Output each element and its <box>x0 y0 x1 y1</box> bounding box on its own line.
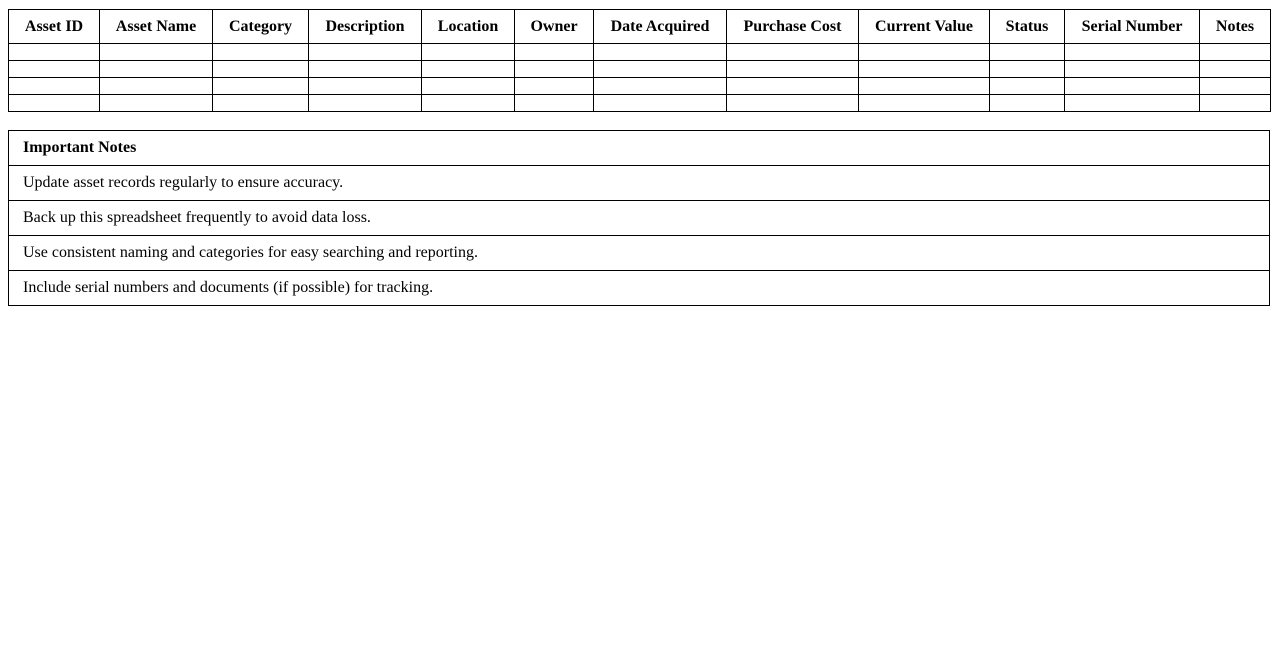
table-cell[interactable] <box>100 78 213 95</box>
table-cell[interactable] <box>1200 78 1271 95</box>
column-header-notes[interactable]: Notes <box>1200 10 1271 44</box>
page <box>8 9 1270 306</box>
column-header-description[interactable]: Description <box>309 10 422 44</box>
note-item[interactable]: Use consistent naming and categories for easy searching and reporting. <box>9 236 1270 271</box>
table-cell[interactable] <box>859 61 990 78</box>
table-cell[interactable] <box>594 61 727 78</box>
table-cell[interactable] <box>1065 78 1200 95</box>
table-cell[interactable] <box>990 78 1065 95</box>
table-cell[interactable] <box>727 61 859 78</box>
table-cell[interactable] <box>990 95 1065 112</box>
table-cell[interactable] <box>213 95 309 112</box>
table-cell[interactable] <box>727 78 859 95</box>
column-header-current-value[interactable]: Current Value <box>859 10 990 44</box>
table-cell[interactable] <box>213 78 309 95</box>
column-header-location[interactable]: Location <box>422 10 515 44</box>
table-cell[interactable] <box>100 44 213 61</box>
header-row <box>9 10 1271 44</box>
table-cell[interactable] <box>1200 61 1271 78</box>
table-cell[interactable] <box>727 95 859 112</box>
column-header-purchase-cost[interactable]: Purchase Cost <box>727 10 859 44</box>
note-item[interactable]: Include serial numbers and documents (if possible) for tracking. <box>9 271 1270 306</box>
table-cell[interactable] <box>990 44 1065 61</box>
notes-title: Important Notes <box>9 131 1270 166</box>
table-cell[interactable] <box>594 78 727 95</box>
table-row <box>9 95 1271 112</box>
asset-table <box>8 9 1271 112</box>
table-cell[interactable] <box>594 95 727 112</box>
table-cell[interactable] <box>594 44 727 61</box>
table-cell[interactable] <box>309 61 422 78</box>
table-cell[interactable] <box>515 95 594 112</box>
table-cell[interactable] <box>9 95 100 112</box>
table-cell[interactable] <box>859 78 990 95</box>
table-cell[interactable] <box>309 44 422 61</box>
table-cell[interactable] <box>9 44 100 61</box>
table-cell[interactable] <box>515 61 594 78</box>
column-header-asset-name[interactable]: Asset Name <box>100 10 213 44</box>
column-header-asset-id[interactable]: Asset ID <box>9 10 100 44</box>
note-row <box>9 166 1270 201</box>
asset-table-body <box>9 44 1271 112</box>
column-header-owner[interactable]: Owner <box>515 10 594 44</box>
note-item[interactable]: Back up this spreadsheet frequently to avoid data loss. <box>9 201 1270 236</box>
note-row <box>9 201 1270 236</box>
table-cell[interactable] <box>515 44 594 61</box>
table-row <box>9 61 1271 78</box>
column-header-date-acquired[interactable]: Date Acquired <box>594 10 727 44</box>
table-cell[interactable] <box>1065 61 1200 78</box>
table-row <box>9 78 1271 95</box>
column-header-status[interactable]: Status <box>990 10 1065 44</box>
table-cell[interactable] <box>309 95 422 112</box>
table-cell[interactable] <box>422 95 515 112</box>
table-cell[interactable] <box>100 95 213 112</box>
column-header-serial-number[interactable]: Serial Number <box>1065 10 1200 44</box>
table-cell[interactable] <box>9 78 100 95</box>
table-cell[interactable] <box>422 44 515 61</box>
table-cell[interactable] <box>990 61 1065 78</box>
table-cell[interactable] <box>515 78 594 95</box>
table-cell[interactable] <box>727 44 859 61</box>
note-row <box>9 236 1270 271</box>
table-cell[interactable] <box>213 44 309 61</box>
note-item[interactable]: Update asset records regularly to ensure accuracy. <box>9 166 1270 201</box>
notes-table <box>8 130 1270 306</box>
notes-header-row <box>9 131 1270 166</box>
column-header-category[interactable]: Category <box>213 10 309 44</box>
table-cell[interactable] <box>422 78 515 95</box>
table-cell[interactable] <box>100 61 213 78</box>
table-cell[interactable] <box>422 61 515 78</box>
table-cell[interactable] <box>1065 95 1200 112</box>
table-cell[interactable] <box>213 61 309 78</box>
table-row <box>9 44 1271 61</box>
table-cell[interactable] <box>9 61 100 78</box>
table-cell[interactable] <box>859 95 990 112</box>
table-cell[interactable] <box>859 44 990 61</box>
table-cell[interactable] <box>1200 44 1271 61</box>
table-cell[interactable] <box>1065 44 1200 61</box>
table-cell[interactable] <box>309 78 422 95</box>
note-row <box>9 271 1270 306</box>
table-cell[interactable] <box>1200 95 1271 112</box>
